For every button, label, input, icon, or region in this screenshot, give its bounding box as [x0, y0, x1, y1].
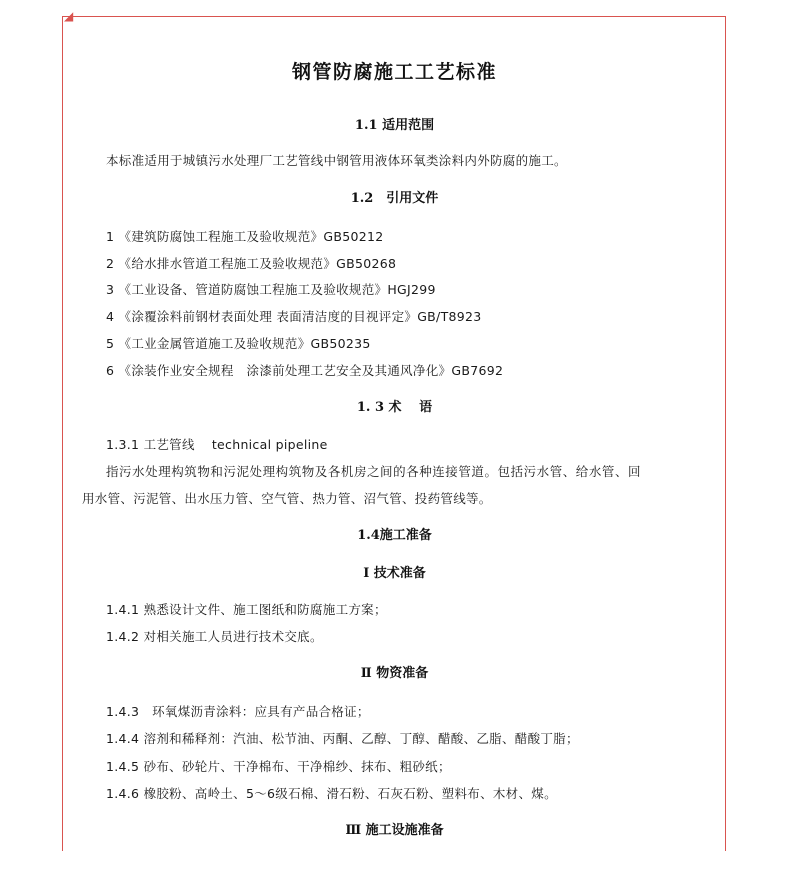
term-1-3-1: 1.3.1 工艺管线 technical pipeline [106, 437, 328, 452]
facility-preparation-heading: Ⅲ 施工设施准备 [345, 823, 444, 838]
material-preparation-heading: Ⅱ 物资准备 [360, 666, 429, 681]
section-1-1-heading: 1.1 适用范围 [354, 118, 435, 133]
list-item: 1.4.6 橡胶粉、高岭土、5～6级石棉、滑石粉、石灰石粉、塑料布、木材、煤。 [106, 786, 557, 801]
page-margin-left-rule [62, 16, 63, 851]
reference-item: 1 《建筑防腐蚀工程施工及验收规范》GB50212 [106, 229, 384, 244]
reference-item: 4 《涂覆涂料前钢材表面处理 表面清洁度的目视评定》GB/T8923 [106, 309, 482, 324]
section-1-3-heading: 1. 3 术 语 [356, 400, 433, 415]
list-item: 1.4.3 环氧煤沥青涂料：应具有产品合格证； [106, 704, 370, 719]
margin-corner-marker-icon: ◢ [64, 9, 74, 23]
technical-preparation-heading: Ⅰ 技术准备 [363, 566, 426, 581]
reference-item: 2 《给水排水管道工程施工及验收规范》GB50268 [106, 256, 397, 271]
reference-item: 5 《工业金属管道施工及验收规范》GB50235 [106, 336, 371, 351]
section-1-1-paragraph: 本标准适用于城镇污水处理厂工艺管线中钢管用液体环氧类涂料内外防腐的施工。 [106, 153, 567, 168]
section-1-4-heading: 1.4施工准备 [357, 528, 432, 543]
reference-item: 3 《工业设备、管道防腐蚀工程施工及验收规范》HGJ299 [106, 282, 436, 297]
page-margin-top-rule [62, 16, 725, 17]
section-1-2-heading: 1.2 引用文件 [350, 191, 439, 206]
document-title: 钢管防腐施工工艺标准 [291, 61, 497, 83]
page-margin-right-rule [725, 16, 726, 851]
list-item: 1.4.5 砂布、砂轮片、干净棉布、干净棉纱、抹布、粗砂纸； [106, 759, 451, 774]
list-item: 1.4.4 溶剂和稀释剂：汽油、松节油、丙酮、乙醇、丁醇、醋酸、乙脂、醋酸丁脂； [106, 731, 579, 746]
term-definition-line-2: 用水管、污泥管、出水压力管、空气管、热力管、沼气管、投药管线等。 [82, 491, 492, 506]
list-item: 1.4.1 熟悉设计文件、施工图纸和防腐施工方案； [106, 602, 387, 617]
reference-item: 6 《涂装作业安全规程 涂漆前处理工艺安全及其通风净化》GB7692 [106, 363, 504, 378]
list-item: 1.4.2 对相关施工人员进行技术交底。 [106, 629, 323, 644]
term-definition-line-1: 指污水处理构筑物和污泥处理构筑物及各机房之间的各种连接管道。包括污水管、给水管、回 [106, 464, 642, 479]
